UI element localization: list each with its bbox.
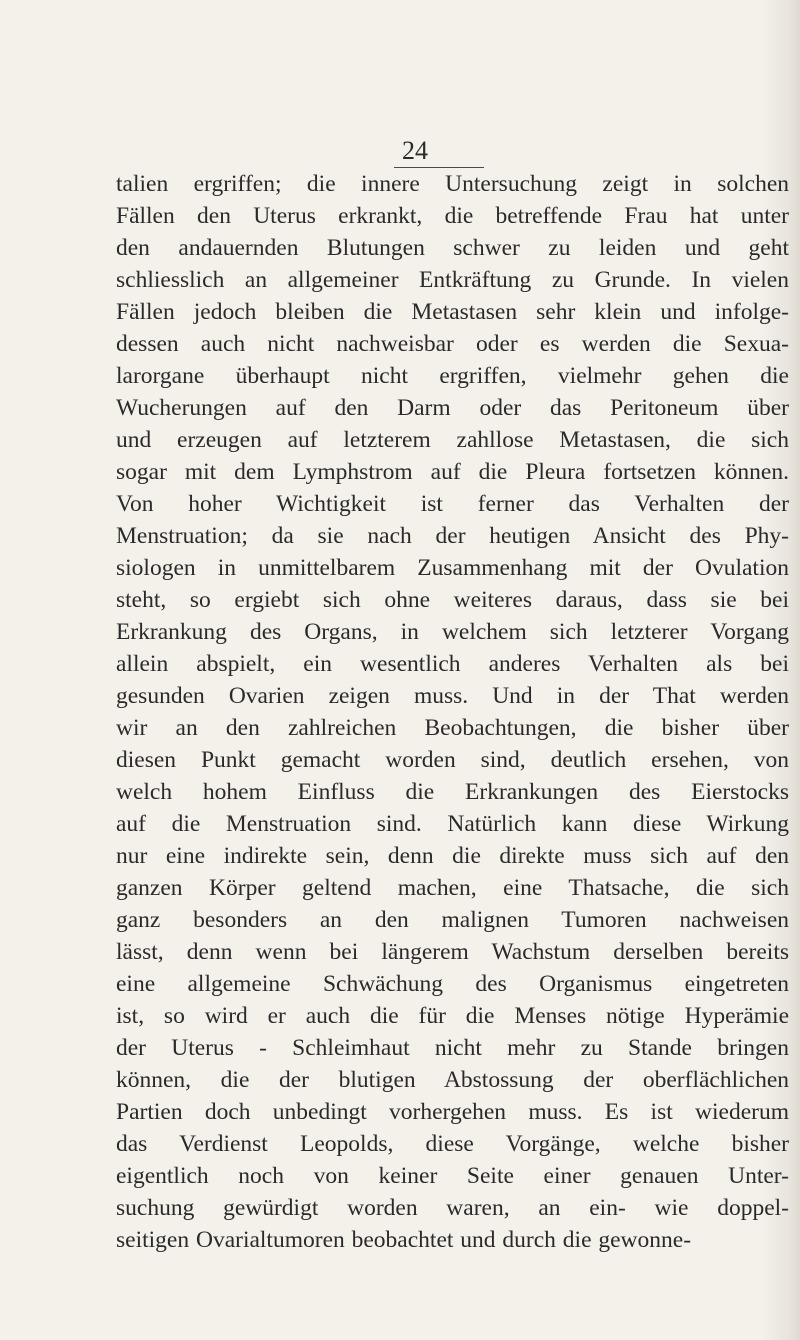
text-line: Partien doch unbedingt vorhergehen muss. Es ist wiederum <box>116 1099 789 1125</box>
text-line: nur eine indirekte sein, denn die direkte muss sich auf den <box>116 843 789 869</box>
text-line: larorgane überhaupt nicht ergriffen, vielmehr gehen die <box>116 363 789 389</box>
text-line: allein abspielt, ein wesentlich anderes Verhalten als bei <box>116 651 789 677</box>
text-line: Fällen den Uterus erkrankt, die betreffende Frau hat unter <box>116 203 789 229</box>
text-line: sogar mit dem Lymphstrom auf die Pleura fortsetzen können. <box>116 459 789 485</box>
text-line: ist, so wird er auch die für die Menses nötige Hyperämie <box>116 1003 789 1029</box>
text-line: welch hohem Einfluss die Erkrankungen des Eierstocks <box>116 779 789 805</box>
text-line: seitigen Ovarialtumoren beobachtet und durch die gewonne- <box>116 1227 692 1253</box>
text-line: können, die der blutigen Abstossung der oberflächlichen <box>116 1067 789 1093</box>
text-line: ganzen Körper geltend machen, eine Thatsache, die sich <box>116 875 789 901</box>
text-line: talien ergriffen; die innere Untersuchung zeigt in solchen <box>116 171 789 197</box>
text-line: steht, so ergiebt sich ohne weiteres daraus, dass sie bei <box>116 587 789 613</box>
text-line: Wucherungen auf den Darm oder das Peritoneum über <box>116 395 789 421</box>
page-number-text: 24 <box>402 136 428 165</box>
text-line: diesen Punkt gemacht worden sind, deutlich ersehen, von <box>116 747 789 773</box>
text-line: eigentlich noch von keiner Seite einer genauen Unter- <box>116 1163 789 1189</box>
text-line: siologen in unmittelbarem Zusammenhang mit der Ovulation <box>116 555 789 581</box>
page-number <box>364 136 484 166</box>
text-line: ganz besonders an den malignen Tumoren nachweisen <box>116 907 789 933</box>
text-line: das Verdienst Leopolds, diese Vorgänge, welche bisher <box>116 1131 789 1157</box>
text-line: und erzeugen auf letzterem zahllose Metastasen, die sich <box>116 427 789 453</box>
text-line: Menstruation; da sie nach der heutigen Ansicht des Phy- <box>116 523 789 549</box>
text-line: Von hoher Wichtigkeit ist ferner das Verhalten der <box>116 491 789 517</box>
text-line: gesunden Ovarien zeigen muss. Und in der That werden <box>116 683 789 709</box>
body-text <box>116 168 789 1256</box>
text-line: den andauernden Blutungen schwer zu leiden und geht <box>116 235 789 261</box>
text-line: Erkrankung des Organs, in welchem sich letzterer Vorgang <box>116 619 789 645</box>
text-line: schliesslich an allgemeiner Entkräftung zu Grunde. In vielen <box>116 267 789 293</box>
text-line: der Uterus - Schleimhaut nicht mehr zu Stande bringen <box>116 1035 789 1061</box>
text-line: dessen auch nicht nachweisbar oder es werden die Sexua- <box>116 331 789 357</box>
text-line: auf die Menstruation sind. Natürlich kann diese Wirkung <box>116 811 789 837</box>
text-line: suchung gewürdigt worden waren, an ein- wie doppel- <box>116 1195 789 1221</box>
text-line: eine allgemeine Schwächung des Organismus eingetreten <box>116 971 789 997</box>
text-line: Fällen jedoch bleiben die Metastasen sehr klein und infolge- <box>116 299 789 325</box>
text-line: lässt, denn wenn bei längerem Wachstum derselben bereits <box>116 939 789 965</box>
text-line: wir an den zahlreichen Beobachtungen, die bisher über <box>116 715 789 741</box>
